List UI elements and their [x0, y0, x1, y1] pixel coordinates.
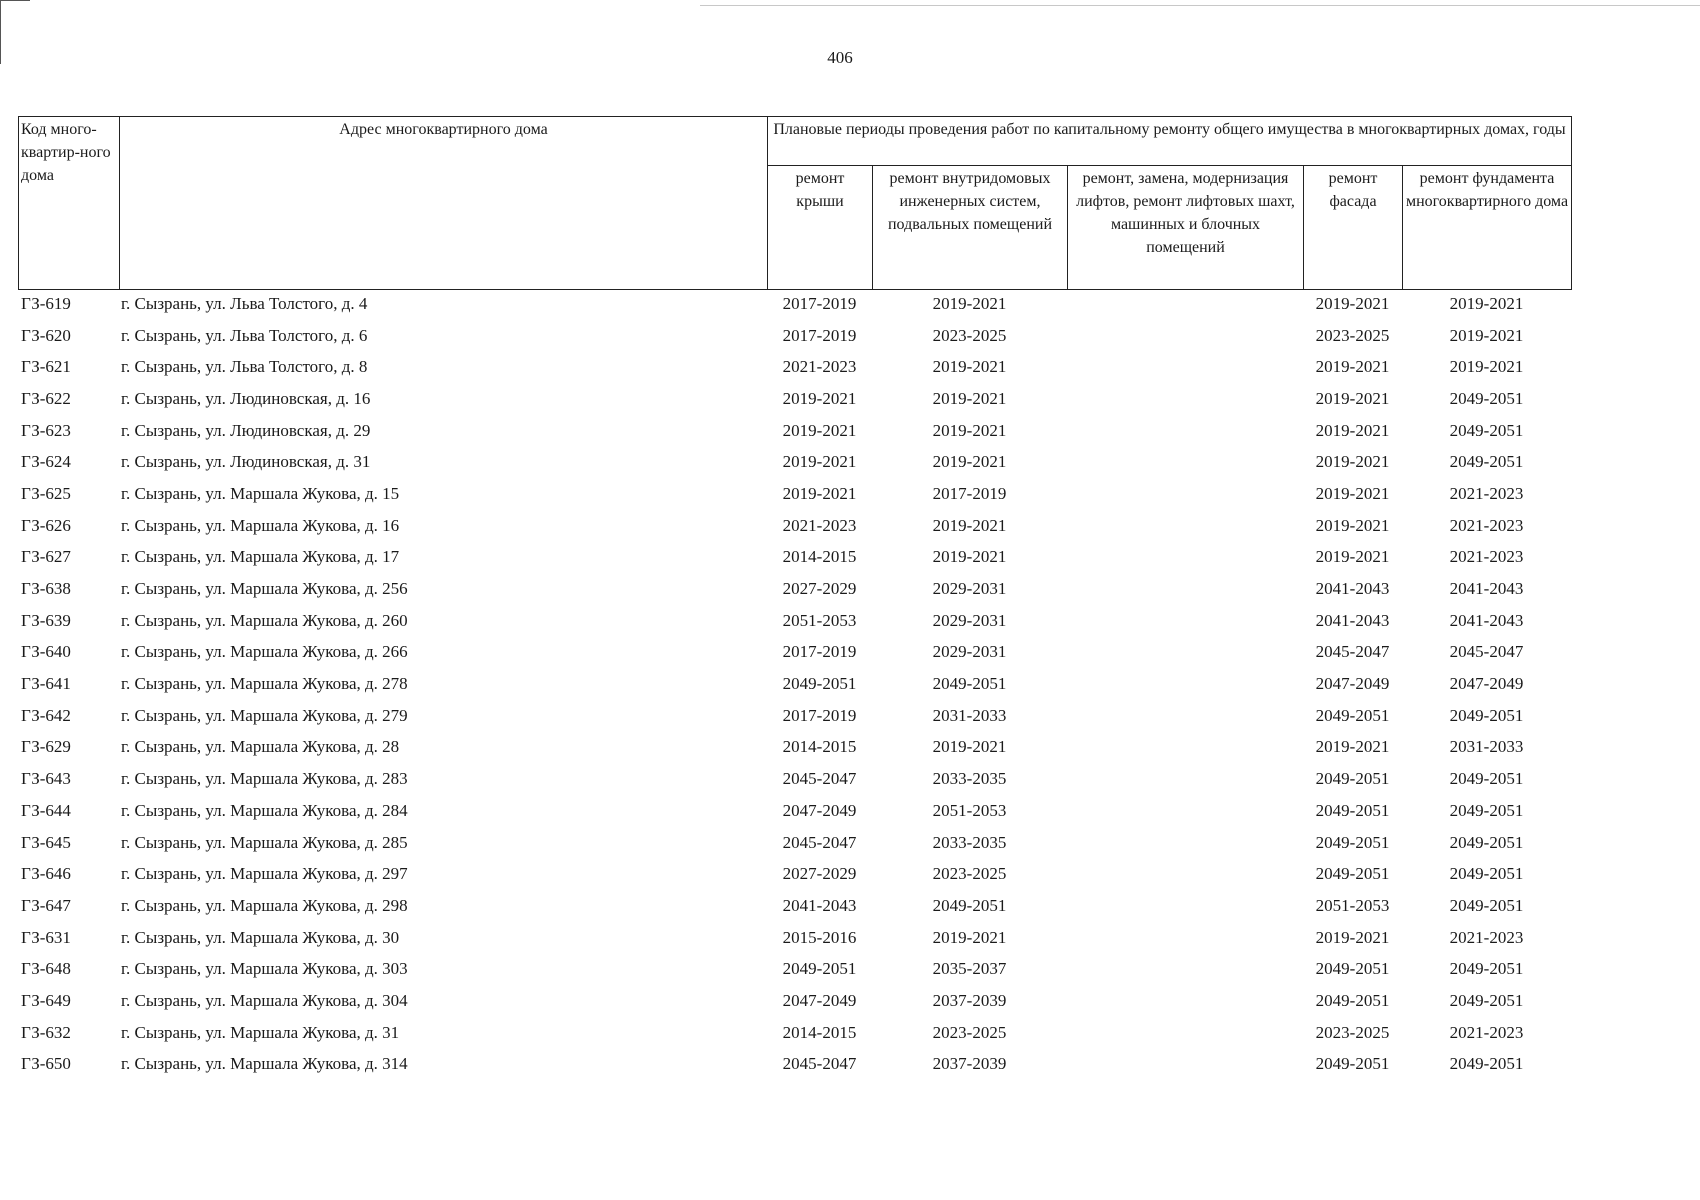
cell-code: ГЗ-647 [21, 895, 71, 915]
cell-code: ГЗ-643 [21, 769, 71, 789]
cell-facade: 2019-2021 [1315, 483, 1390, 503]
cell-lifts [1067, 415, 1303, 447]
cell-roof: 2014-2015 [782, 1022, 857, 1042]
cell-foundation: 2021-2023 [1449, 1022, 1524, 1042]
cell-address: г. Сызрань, ул. Льва Толстого, д. 6 [121, 325, 368, 345]
cell-roof: 2027-2029 [782, 864, 857, 884]
cell-foundation: 2019-2021 [1449, 357, 1524, 377]
table-row [18, 1017, 1571, 1049]
cell-facade: 2019-2021 [1315, 452, 1390, 472]
cell-lifts [1067, 922, 1303, 954]
cell-systems: 2019-2021 [932, 515, 1007, 535]
header-planned-periods: Плановые периоды проведения работ по капитальному ремонту общего имущества в многоквартирных домах, годы [768, 117, 1572, 166]
cell-lifts [1067, 890, 1303, 922]
cell-address: г. Сызрань, ул. Маршала Жукова, д. 297 [121, 864, 408, 884]
cell-address: г. Сызрань, ул. Людиновская, д. 29 [121, 420, 371, 440]
cell-facade: 2041-2043 [1315, 610, 1390, 630]
cell-code: ГЗ-638 [21, 579, 71, 599]
header-code: Код много-квартир-ного дома [19, 117, 120, 290]
cell-lifts [1067, 668, 1303, 700]
cell-code: ГЗ-623 [21, 420, 71, 440]
cell-foundation: 2049-2051 [1449, 959, 1524, 979]
cell-roof: 2019-2021 [782, 452, 857, 472]
cell-systems: 2051-2053 [932, 800, 1007, 820]
cell-foundation: 2049-2051 [1449, 388, 1524, 408]
cell-foundation: 2049-2051 [1449, 864, 1524, 884]
cell-systems: 2019-2021 [932, 293, 1007, 313]
cell-code: ГЗ-639 [21, 610, 71, 630]
table-row [18, 890, 1571, 922]
cell-address: г. Сызрань, ул. Льва Толстого, д. 4 [121, 293, 368, 313]
cell-foundation: 2021-2023 [1449, 515, 1524, 535]
table-header [18, 116, 1572, 290]
cell-facade: 2049-2051 [1315, 800, 1390, 820]
cell-systems: 2031-2033 [932, 705, 1007, 725]
cell-lifts [1067, 763, 1303, 795]
cell-address: г. Сызрань, ул. Маршала Жукова, д. 31 [121, 1022, 400, 1042]
cell-systems: 2023-2025 [932, 1022, 1007, 1042]
cell-facade: 2019-2021 [1315, 737, 1390, 757]
cell-lifts [1067, 732, 1303, 764]
cell-foundation: 2049-2051 [1449, 800, 1524, 820]
cell-foundation: 2049-2051 [1449, 420, 1524, 440]
cell-systems: 2029-2031 [932, 610, 1007, 630]
table-row [18, 763, 1571, 795]
cell-address: г. Сызрань, ул. Маршала Жукова, д. 28 [121, 737, 400, 757]
cell-address: г. Сызрань, ул. Маршала Жукова, д. 284 [121, 800, 408, 820]
header-facade: ремонт фасада [1304, 166, 1403, 290]
cell-facade: 2019-2021 [1315, 293, 1390, 313]
page-number: 406 [827, 48, 853, 67]
cell-roof: 2017-2019 [782, 642, 857, 662]
cell-code: ГЗ-649 [21, 990, 71, 1010]
cell-foundation: 2021-2023 [1449, 483, 1524, 503]
cell-code: ГЗ-645 [21, 832, 71, 852]
cell-roof: 2014-2015 [782, 547, 857, 567]
cell-systems: 2019-2021 [932, 420, 1007, 440]
cell-foundation: 2049-2051 [1449, 452, 1524, 472]
cell-roof: 2045-2047 [782, 832, 857, 852]
cell-code: ГЗ-621 [21, 357, 71, 377]
cell-roof: 2051-2053 [782, 610, 857, 630]
cell-lifts [1067, 1049, 1303, 1081]
cell-code: ГЗ-642 [21, 705, 71, 725]
cell-lifts [1067, 1017, 1303, 1049]
cell-address: г. Сызрань, ул. Маршала Жукова, д. 266 [121, 642, 408, 662]
cell-roof: 2021-2023 [782, 515, 857, 535]
table-row [18, 1049, 1571, 1081]
cell-code: ГЗ-631 [21, 927, 71, 947]
cell-lifts [1067, 985, 1303, 1017]
cell-lifts [1067, 288, 1303, 320]
table-row [18, 351, 1571, 383]
cell-address: г. Сызрань, ул. Маршала Жукова, д. 17 [121, 547, 400, 567]
cell-lifts [1067, 320, 1303, 352]
cell-systems: 2023-2025 [932, 325, 1007, 345]
header-systems: ремонт внутридомовых инженерных систем, подвальных помещений [873, 166, 1068, 290]
cell-roof: 2019-2021 [782, 388, 857, 408]
cell-code: ГЗ-648 [21, 959, 71, 979]
cell-lifts [1067, 510, 1303, 542]
cell-code: ГЗ-626 [21, 515, 71, 535]
cell-roof: 2047-2049 [782, 990, 857, 1010]
table-row [18, 478, 1571, 510]
cell-code: ГЗ-640 [21, 642, 71, 662]
cell-facade: 2049-2051 [1315, 769, 1390, 789]
cell-code: ГЗ-632 [21, 1022, 71, 1042]
table-row [18, 542, 1571, 574]
cell-facade: 2049-2051 [1315, 832, 1390, 852]
table-row [18, 383, 1571, 415]
cell-lifts [1067, 795, 1303, 827]
cell-facade: 2049-2051 [1315, 864, 1390, 884]
cell-code: ГЗ-650 [21, 1054, 71, 1074]
cell-address: г. Сызрань, ул. Маршала Жукова, д. 260 [121, 610, 408, 630]
cell-lifts [1067, 351, 1303, 383]
table-row [18, 858, 1571, 890]
cell-systems: 2049-2051 [932, 674, 1007, 694]
cell-facade: 2019-2021 [1315, 515, 1390, 535]
cell-lifts [1067, 478, 1303, 510]
table-row [18, 795, 1571, 827]
cell-systems: 2019-2021 [932, 927, 1007, 947]
table-row [18, 953, 1571, 985]
cell-code: ГЗ-625 [21, 483, 71, 503]
table-body [18, 288, 1571, 1080]
cell-lifts [1067, 383, 1303, 415]
cell-roof: 2041-2043 [782, 895, 857, 915]
cell-roof: 2049-2051 [782, 674, 857, 694]
cell-facade: 2041-2043 [1315, 579, 1390, 599]
table-row [18, 700, 1571, 732]
cell-lifts [1067, 542, 1303, 574]
cell-facade: 2051-2053 [1315, 895, 1390, 915]
scan-edge-line [700, 5, 1700, 6]
cell-code: ГЗ-641 [21, 674, 71, 694]
table-row [18, 573, 1571, 605]
cell-roof: 2021-2023 [782, 357, 857, 377]
cell-systems: 2019-2021 [932, 737, 1007, 757]
cell-facade: 2049-2051 [1315, 1054, 1390, 1074]
cell-address: г. Сызрань, ул. Маршала Жукова, д. 279 [121, 705, 408, 725]
scan-corner-mark-top [0, 0, 30, 1]
header-foundation: ремонт фундамента многоквартирного дома [1403, 166, 1572, 290]
table-row [18, 985, 1571, 1017]
header-roof: ремонт крыши [768, 166, 873, 290]
cell-code: ГЗ-619 [21, 293, 71, 313]
cell-systems: 2037-2039 [932, 1054, 1007, 1074]
cell-roof: 2017-2019 [782, 705, 857, 725]
cell-roof: 2049-2051 [782, 959, 857, 979]
cell-systems: 2049-2051 [932, 895, 1007, 915]
cell-address: г. Сызрань, ул. Маршала Жукова, д. 16 [121, 515, 400, 535]
cell-facade: 2049-2051 [1315, 990, 1390, 1010]
table-row [18, 320, 1571, 352]
cell-foundation: 2021-2023 [1449, 927, 1524, 947]
cell-address: г. Сызрань, ул. Маршала Жукова, д. 304 [121, 990, 408, 1010]
cell-address: г. Сызрань, ул. Людиновская, д. 16 [121, 388, 371, 408]
cell-roof: 2015-2016 [782, 927, 857, 947]
cell-roof: 2045-2047 [782, 769, 857, 789]
cell-address: г. Сызрань, ул. Маршала Жукова, д. 285 [121, 832, 408, 852]
cell-address: г. Сызрань, ул. Маршала Жукова, д. 298 [121, 895, 408, 915]
cell-roof: 2017-2019 [782, 325, 857, 345]
cell-systems: 2019-2021 [932, 388, 1007, 408]
cell-lifts [1067, 605, 1303, 637]
cell-lifts [1067, 446, 1303, 478]
cell-address: г. Сызрань, ул. Льва Толстого, д. 8 [121, 357, 368, 377]
cell-code: ГЗ-646 [21, 864, 71, 884]
table-row [18, 510, 1571, 542]
cell-facade: 2023-2025 [1315, 325, 1390, 345]
table-row [18, 415, 1571, 447]
cell-code: ГЗ-644 [21, 800, 71, 820]
table-row [18, 922, 1571, 954]
cell-facade: 2019-2021 [1315, 388, 1390, 408]
cell-foundation: 2049-2051 [1449, 832, 1524, 852]
cell-address: г. Сызрань, ул. Маршала Жукова, д. 303 [121, 959, 408, 979]
cell-systems: 2029-2031 [932, 579, 1007, 599]
cell-foundation: 2047-2049 [1449, 674, 1524, 694]
cell-foundation: 2049-2051 [1449, 990, 1524, 1010]
cell-roof: 2017-2019 [782, 293, 857, 313]
table-row [18, 827, 1571, 859]
cell-systems: 2035-2037 [932, 959, 1007, 979]
cell-lifts [1067, 858, 1303, 890]
cell-foundation: 2049-2051 [1449, 769, 1524, 789]
cell-foundation: 2021-2023 [1449, 547, 1524, 567]
cell-systems: 2023-2025 [932, 864, 1007, 884]
cell-foundation: 2019-2021 [1449, 325, 1524, 345]
table-row [18, 605, 1571, 637]
cell-roof: 2014-2015 [782, 737, 857, 757]
cell-address: г. Сызрань, ул. Маршала Жукова, д. 278 [121, 674, 408, 694]
cell-foundation: 2045-2047 [1449, 642, 1524, 662]
cell-address: г. Сызрань, ул. Маршала Жукова, д. 314 [121, 1054, 408, 1074]
cell-foundation: 2019-2021 [1449, 293, 1524, 313]
cell-lifts [1067, 637, 1303, 669]
cell-code: ГЗ-620 [21, 325, 71, 345]
cell-facade: 2049-2051 [1315, 705, 1390, 725]
cell-systems: 2029-2031 [932, 642, 1007, 662]
header-lifts: ремонт, замена, модернизация лифтов, ремонт лифтовых шахт, машинных и блочных помещений [1068, 166, 1304, 290]
cell-lifts [1067, 573, 1303, 605]
table-row [18, 288, 1571, 320]
cell-lifts [1067, 953, 1303, 985]
cell-address: г. Сызрань, ул. Маршала Жукова, д. 15 [121, 483, 400, 503]
cell-roof: 2045-2047 [782, 1054, 857, 1074]
cell-code: ГЗ-624 [21, 452, 71, 472]
cell-systems: 2033-2035 [932, 769, 1007, 789]
cell-code: ГЗ-629 [21, 737, 71, 757]
cell-foundation: 2041-2043 [1449, 610, 1524, 630]
cell-systems: 2033-2035 [932, 832, 1007, 852]
cell-code: ГЗ-627 [21, 547, 71, 567]
cell-foundation: 2049-2051 [1449, 895, 1524, 915]
cell-facade: 2019-2021 [1315, 420, 1390, 440]
cell-address: г. Сызрань, ул. Маршала Жукова, д. 30 [121, 927, 400, 947]
cell-systems: 2019-2021 [932, 357, 1007, 377]
data-table [18, 288, 1571, 1080]
table-row [18, 668, 1571, 700]
cell-address: г. Сызрань, ул. Маршала Жукова, д. 256 [121, 579, 408, 599]
cell-facade: 2019-2021 [1315, 927, 1390, 947]
cell-foundation: 2041-2043 [1449, 579, 1524, 599]
cell-facade: 2049-2051 [1315, 959, 1390, 979]
cell-address: г. Сызрань, ул. Маршала Жукова, д. 283 [121, 769, 408, 789]
cell-systems: 2037-2039 [932, 990, 1007, 1010]
table-row [18, 732, 1571, 764]
cell-facade: 2023-2025 [1315, 1022, 1390, 1042]
cell-roof: 2019-2021 [782, 483, 857, 503]
cell-roof: 2027-2029 [782, 579, 857, 599]
table-row [18, 446, 1571, 478]
cell-foundation: 2031-2033 [1449, 737, 1524, 757]
cell-facade: 2045-2047 [1315, 642, 1390, 662]
cell-facade: 2047-2049 [1315, 674, 1390, 694]
cell-systems: 2017-2019 [932, 483, 1007, 503]
header-address: Адрес многоквартирного дома [120, 117, 768, 290]
cell-address: г. Сызрань, ул. Людиновская, д. 31 [121, 452, 371, 472]
cell-foundation: 2049-2051 [1449, 705, 1524, 725]
cell-lifts [1067, 827, 1303, 859]
cell-facade: 2019-2021 [1315, 357, 1390, 377]
table-row [18, 637, 1571, 669]
cell-lifts [1067, 700, 1303, 732]
cell-code: ГЗ-622 [21, 388, 71, 408]
cell-roof: 2047-2049 [782, 800, 857, 820]
cell-facade: 2019-2021 [1315, 547, 1390, 567]
cell-foundation: 2049-2051 [1449, 1054, 1524, 1074]
cell-roof: 2019-2021 [782, 420, 857, 440]
cell-systems: 2019-2021 [932, 547, 1007, 567]
cell-systems: 2019-2021 [932, 452, 1007, 472]
